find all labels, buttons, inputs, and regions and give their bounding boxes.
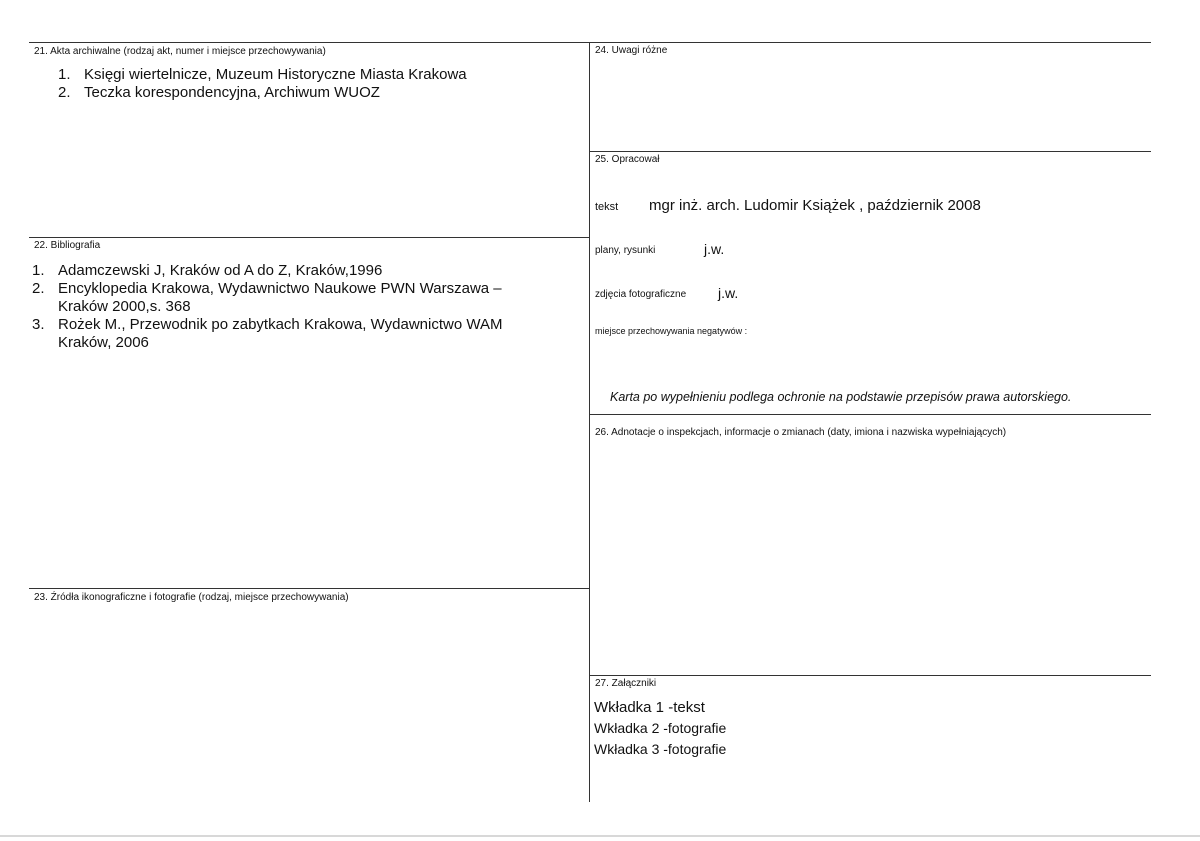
divider-24-25: [589, 151, 1151, 152]
list-item: [32, 316, 502, 352]
list-item-number: 2.: [58, 84, 71, 101]
list-item: [58, 84, 467, 102]
list-item-number: 1.: [58, 66, 71, 83]
drawings-value: j.w.: [704, 241, 725, 257]
attachment-item: Wkładka 3 -fotografie: [594, 741, 727, 757]
section-25-label: 25. Opracował: [595, 154, 660, 165]
divider-26-27: [589, 675, 1151, 676]
list-item-text: Rożek M., Przewodnik po zabytkach Krakowa, Wydawnictwo WAM: [58, 316, 503, 333]
section-21-label: 21. Akta archiwalne (rodzaj akt, numer i miejsce przechowywania): [34, 46, 326, 57]
list-item-text: Teczka korespondencyjna, Archiwum WUOZ: [84, 84, 380, 101]
divider-22-23: [29, 588, 589, 589]
photos-value: j.w.: [718, 285, 739, 301]
divider-25-26: [589, 414, 1151, 415]
attachment-item: Wkładka 1 -tekst: [594, 699, 705, 716]
section-27-label: 27. Załączniki: [595, 678, 657, 689]
list-item-text-continued: Kraków 2000,s. 368: [58, 298, 191, 315]
negatives-storage-label: miejsce przechowywania negatywów :: [595, 326, 748, 336]
text-author-value: mgr inż. arch. Ludomir Książek , październik 2008: [649, 197, 981, 214]
top-border-right: [589, 42, 1151, 43]
attachment-item: Wkładka 2 -fotografie: [594, 720, 727, 736]
photos-label: zdjęcia fotograficzne: [595, 289, 687, 300]
drawings-label: plany, rysunki: [595, 245, 656, 256]
section-24-label: 24. Uwagi różne: [595, 45, 668, 56]
list-item-text: Księgi wiertelnicze, Muzeum Historyczne Miasta Krakowa: [84, 66, 467, 83]
scan-bottom-edge: [0, 835, 1200, 837]
divider-21-22: [29, 237, 589, 238]
list-item-number: 3.: [32, 316, 45, 333]
section-23-label: 23. Źródła ikonograficzne i fotografie (rodzaj, miejsce przechowywania): [34, 592, 349, 603]
center-divider: [589, 42, 590, 802]
list-item: [32, 280, 502, 316]
list-item: [58, 66, 467, 84]
section-22-label: 22. Bibliografia: [34, 240, 101, 251]
copyright-notice: Karta po wypełnieniu podlega ochronie na podstawie przepisów prawa autorskiego.: [610, 390, 1072, 404]
text-author-label: tekst: [595, 201, 619, 213]
list-item-text: Adamczewski J, Kraków od A do Z, Kraków,1996: [58, 262, 383, 279]
archival-files-list: [58, 66, 467, 102]
list-item-text: Encyklopedia Krakowa, Wydawnictwo Naukowe PWN Warszawa –: [58, 280, 502, 297]
list-item-number: 1.: [32, 262, 45, 279]
top-border-left: [29, 42, 589, 43]
list-item-number: 2.: [32, 280, 45, 297]
bibliography-list: [32, 262, 502, 352]
list-item-text-continued: Kraków, 2006: [58, 334, 149, 351]
section-26-label: 26. Adnotacje o inspekcjach, informacje o zmianach (daty, imiona i nazwiska wypełniających): [595, 427, 1007, 438]
list-item: [32, 262, 502, 280]
